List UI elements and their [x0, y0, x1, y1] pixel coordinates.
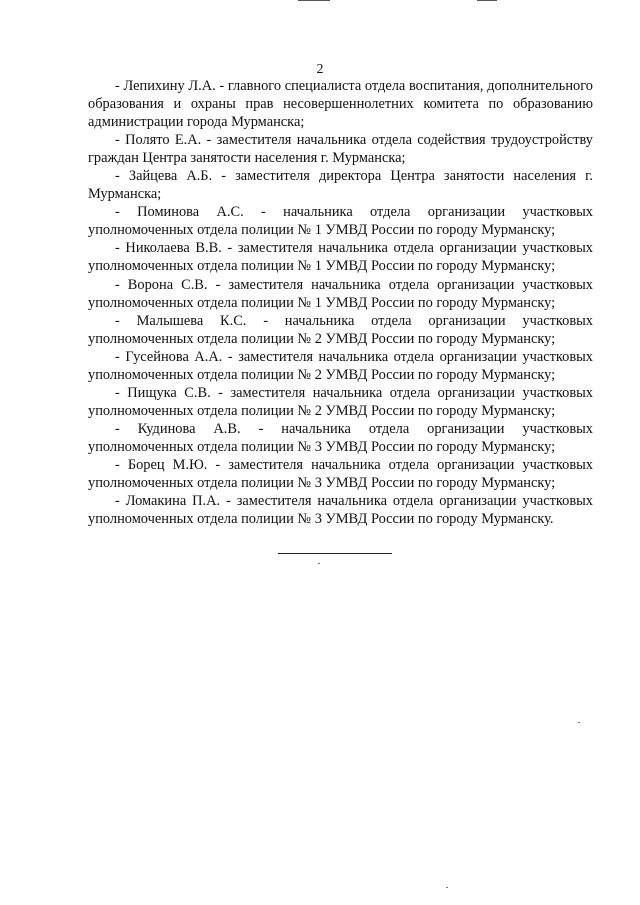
list-item: - Ломакина П.А. - заместителя начальника отдела организации участковых уполномоченных отдела полиции № 3 УМВД России по городу Мурманску.	[88, 493, 593, 528]
list-item: - Гусейнова А.А. - заместителя начальника отдела организации участковых уполномоченных отдела полиции № 2 УМВД России по городу Мурманску;	[88, 348, 593, 383]
list-item: - Поминова А.С. - начальника отдела организации участковых уполномоченных отдела полиции № 1 УМВД России по городу Мурманску;	[88, 204, 593, 239]
list-item: - Пищука С.В. - заместителя начальника отдела организации участковых уполномоченных отдела полиции № 2 УМВД России по городу Мурманску;	[88, 384, 593, 419]
list-item: - Полято Е.А. - заместителя начальника отдела содействия трудоустройству граждан Центра занятости населения г. Мурманска;	[88, 132, 593, 167]
end-of-list-divider	[278, 553, 392, 554]
list-item: - Кудинова А.В. - начальника отдела организации участковых уполномоченных отдела полиции № 3 УМВД России по городу Мурманску;	[88, 420, 593, 455]
list-item: - Николаева В.В. - заместителя начальника отдела организации участковых уполномоченных отдела полиции № 1 УМВД России по городу Мурманску;	[88, 240, 593, 275]
scan-speck	[578, 722, 580, 723]
scan-speck	[318, 563, 320, 564]
top-edge-mark	[298, 0, 330, 1]
list-item: - Борец М.Ю. - заместителя начальника отдела организации участковых уполномоченных отдела полиции № 3 УМВД России по городу Мурманску;	[88, 456, 593, 492]
page-number: 2	[316, 62, 324, 77]
list-item: - Зайцева А.Б. - заместителя директора Центра занятости населения г. Мурманска;	[88, 168, 593, 203]
list-item: - Ворона С.В. - заместителя начальника отдела организации участковых уполномоченных отдела полиции № 1 УМВД России по городу Мурманску;	[88, 276, 593, 311]
top-edge-mark	[477, 0, 497, 1]
scan-speck	[446, 887, 448, 888]
appointee-list	[88, 77, 593, 528]
list-item: - Малышева К.С. - начальника отдела организации участковых уполномоченных отдела полиции № 2 УМВД России по городу Мурманску;	[88, 312, 593, 347]
list-item: - Лепихину Л.А. - главного специалиста отдела воспитания, дополнительного образования и охраны прав несовершеннолетних комитета по образованию администрации города Мурманска;	[88, 78, 593, 131]
